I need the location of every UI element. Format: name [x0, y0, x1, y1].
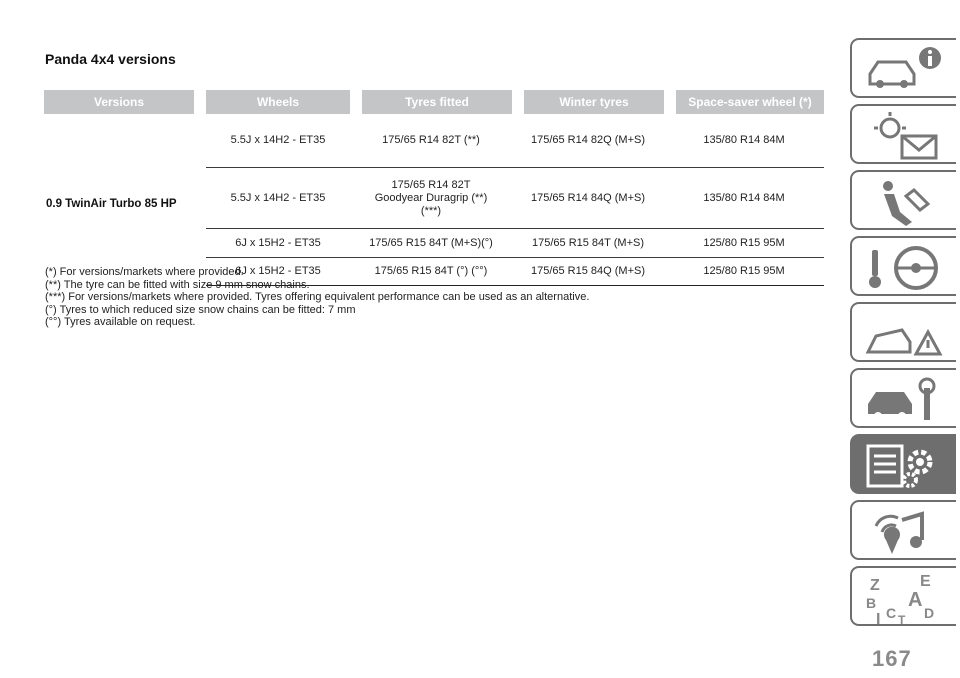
table-header: [44, 90, 824, 114]
car-maintenance-icon: [862, 374, 948, 426]
header-wheels: Wheels: [206, 90, 350, 114]
cell-winter-tyres: 175/65 R14 82Q (M+S): [530, 134, 646, 146]
multimedia-icon: [862, 506, 948, 558]
footnotes: [45, 266, 805, 329]
footnote: (°) Tyres to which reduced size snow chains can be fitted: 7 mm: [45, 303, 356, 316]
tab-technical-data[interactable]: [850, 434, 956, 494]
airbag-safety-icon: [862, 176, 948, 228]
page-title: Panda 4x4 versions: [45, 51, 176, 67]
cell-winter-tyres: 175/65 R15 84Q (M+S): [530, 265, 646, 277]
cell-wheels: 6J x 15H2 - ET35: [235, 236, 321, 249]
index-letter: T: [898, 613, 906, 624]
header-versions: Versions: [44, 90, 194, 114]
cell-tyres-fitted: 175/65 R15 84T (°) (°°): [374, 265, 488, 277]
index-letter: Z: [870, 577, 880, 594]
index-icon: [862, 572, 948, 624]
cell-wheels: 5.5J x 14H2 - ET35: [230, 191, 326, 204]
header-tyres-fitted: Tyres fitted: [362, 90, 512, 114]
warning-lights-icon: [862, 110, 948, 162]
cell-wheels: 6J x 15H2 - ET35: [235, 265, 321, 277]
car-info-icon: [862, 44, 948, 96]
cell-tyres-fitted: 175/65 R15 84T (M+S)(°): [369, 236, 493, 249]
tyres-table: [44, 90, 824, 285]
cell-tyres-fitted: 175/65 R14 82T Goodyear Duragrip (**) (***): [374, 178, 488, 217]
tab-multimedia[interactable]: [850, 500, 956, 560]
table-row: [206, 114, 824, 168]
cell-space-saver: 135/80 R14 84M: [703, 134, 785, 146]
index-letter: C: [886, 605, 897, 621]
cell-space-saver: 125/80 R15 95M: [703, 236, 785, 249]
tab-index[interactable]: [850, 566, 956, 626]
cell-space-saver: 125/80 R15 95M: [703, 265, 785, 277]
table-row: [206, 229, 824, 258]
footnote: (***) For versions/markets where provided. Tyres offering equivalent performance can be used as an alternative.: [45, 291, 590, 303]
cell-winter-tyres: 175/65 R14 84Q (M+S): [530, 191, 646, 204]
cell-winter-tyres: 175/65 R15 84T (M+S): [532, 236, 644, 249]
steering-key-icon: [862, 242, 948, 294]
tab-maintenance[interactable]: [850, 368, 956, 428]
emergency-icon: [862, 308, 948, 360]
index-letter: E: [920, 573, 931, 590]
index-letter: A: [908, 589, 923, 611]
footnote: (*) For versions/markets where provided.: [45, 266, 244, 278]
footnote: (**) The tyre can be fitted with size 9 mm snow chains.: [45, 278, 310, 291]
tab-car-info[interactable]: [850, 38, 956, 98]
footnote: (°°) Tyres available on request.: [45, 316, 196, 328]
index-letter: D: [924, 605, 935, 621]
index-letter: I: [876, 611, 881, 624]
version-label: 0.9 TwinAir Turbo 85 HP: [46, 198, 177, 210]
table-row: [206, 168, 824, 229]
cell-wheels: 5.5J x 14H2 - ET35: [230, 134, 326, 146]
cell-tyres-fitted: 175/65 R14 82T (**): [382, 134, 480, 146]
index-letter: B: [866, 595, 877, 611]
cell-space-saver: 135/80 R14 84M: [703, 191, 785, 204]
header-space-saver: Space-saver wheel (*): [676, 90, 824, 114]
header-winter-tyres: Winter tyres: [524, 90, 664, 114]
tab-warning-lights[interactable]: [850, 104, 956, 164]
tab-starting-driving[interactable]: [850, 236, 956, 296]
page-number: 167: [872, 646, 912, 671]
table-body: [44, 114, 824, 285]
tab-safety[interactable]: [850, 170, 956, 230]
technical-data-icon: [862, 440, 948, 492]
tab-emergency[interactable]: [850, 302, 956, 362]
